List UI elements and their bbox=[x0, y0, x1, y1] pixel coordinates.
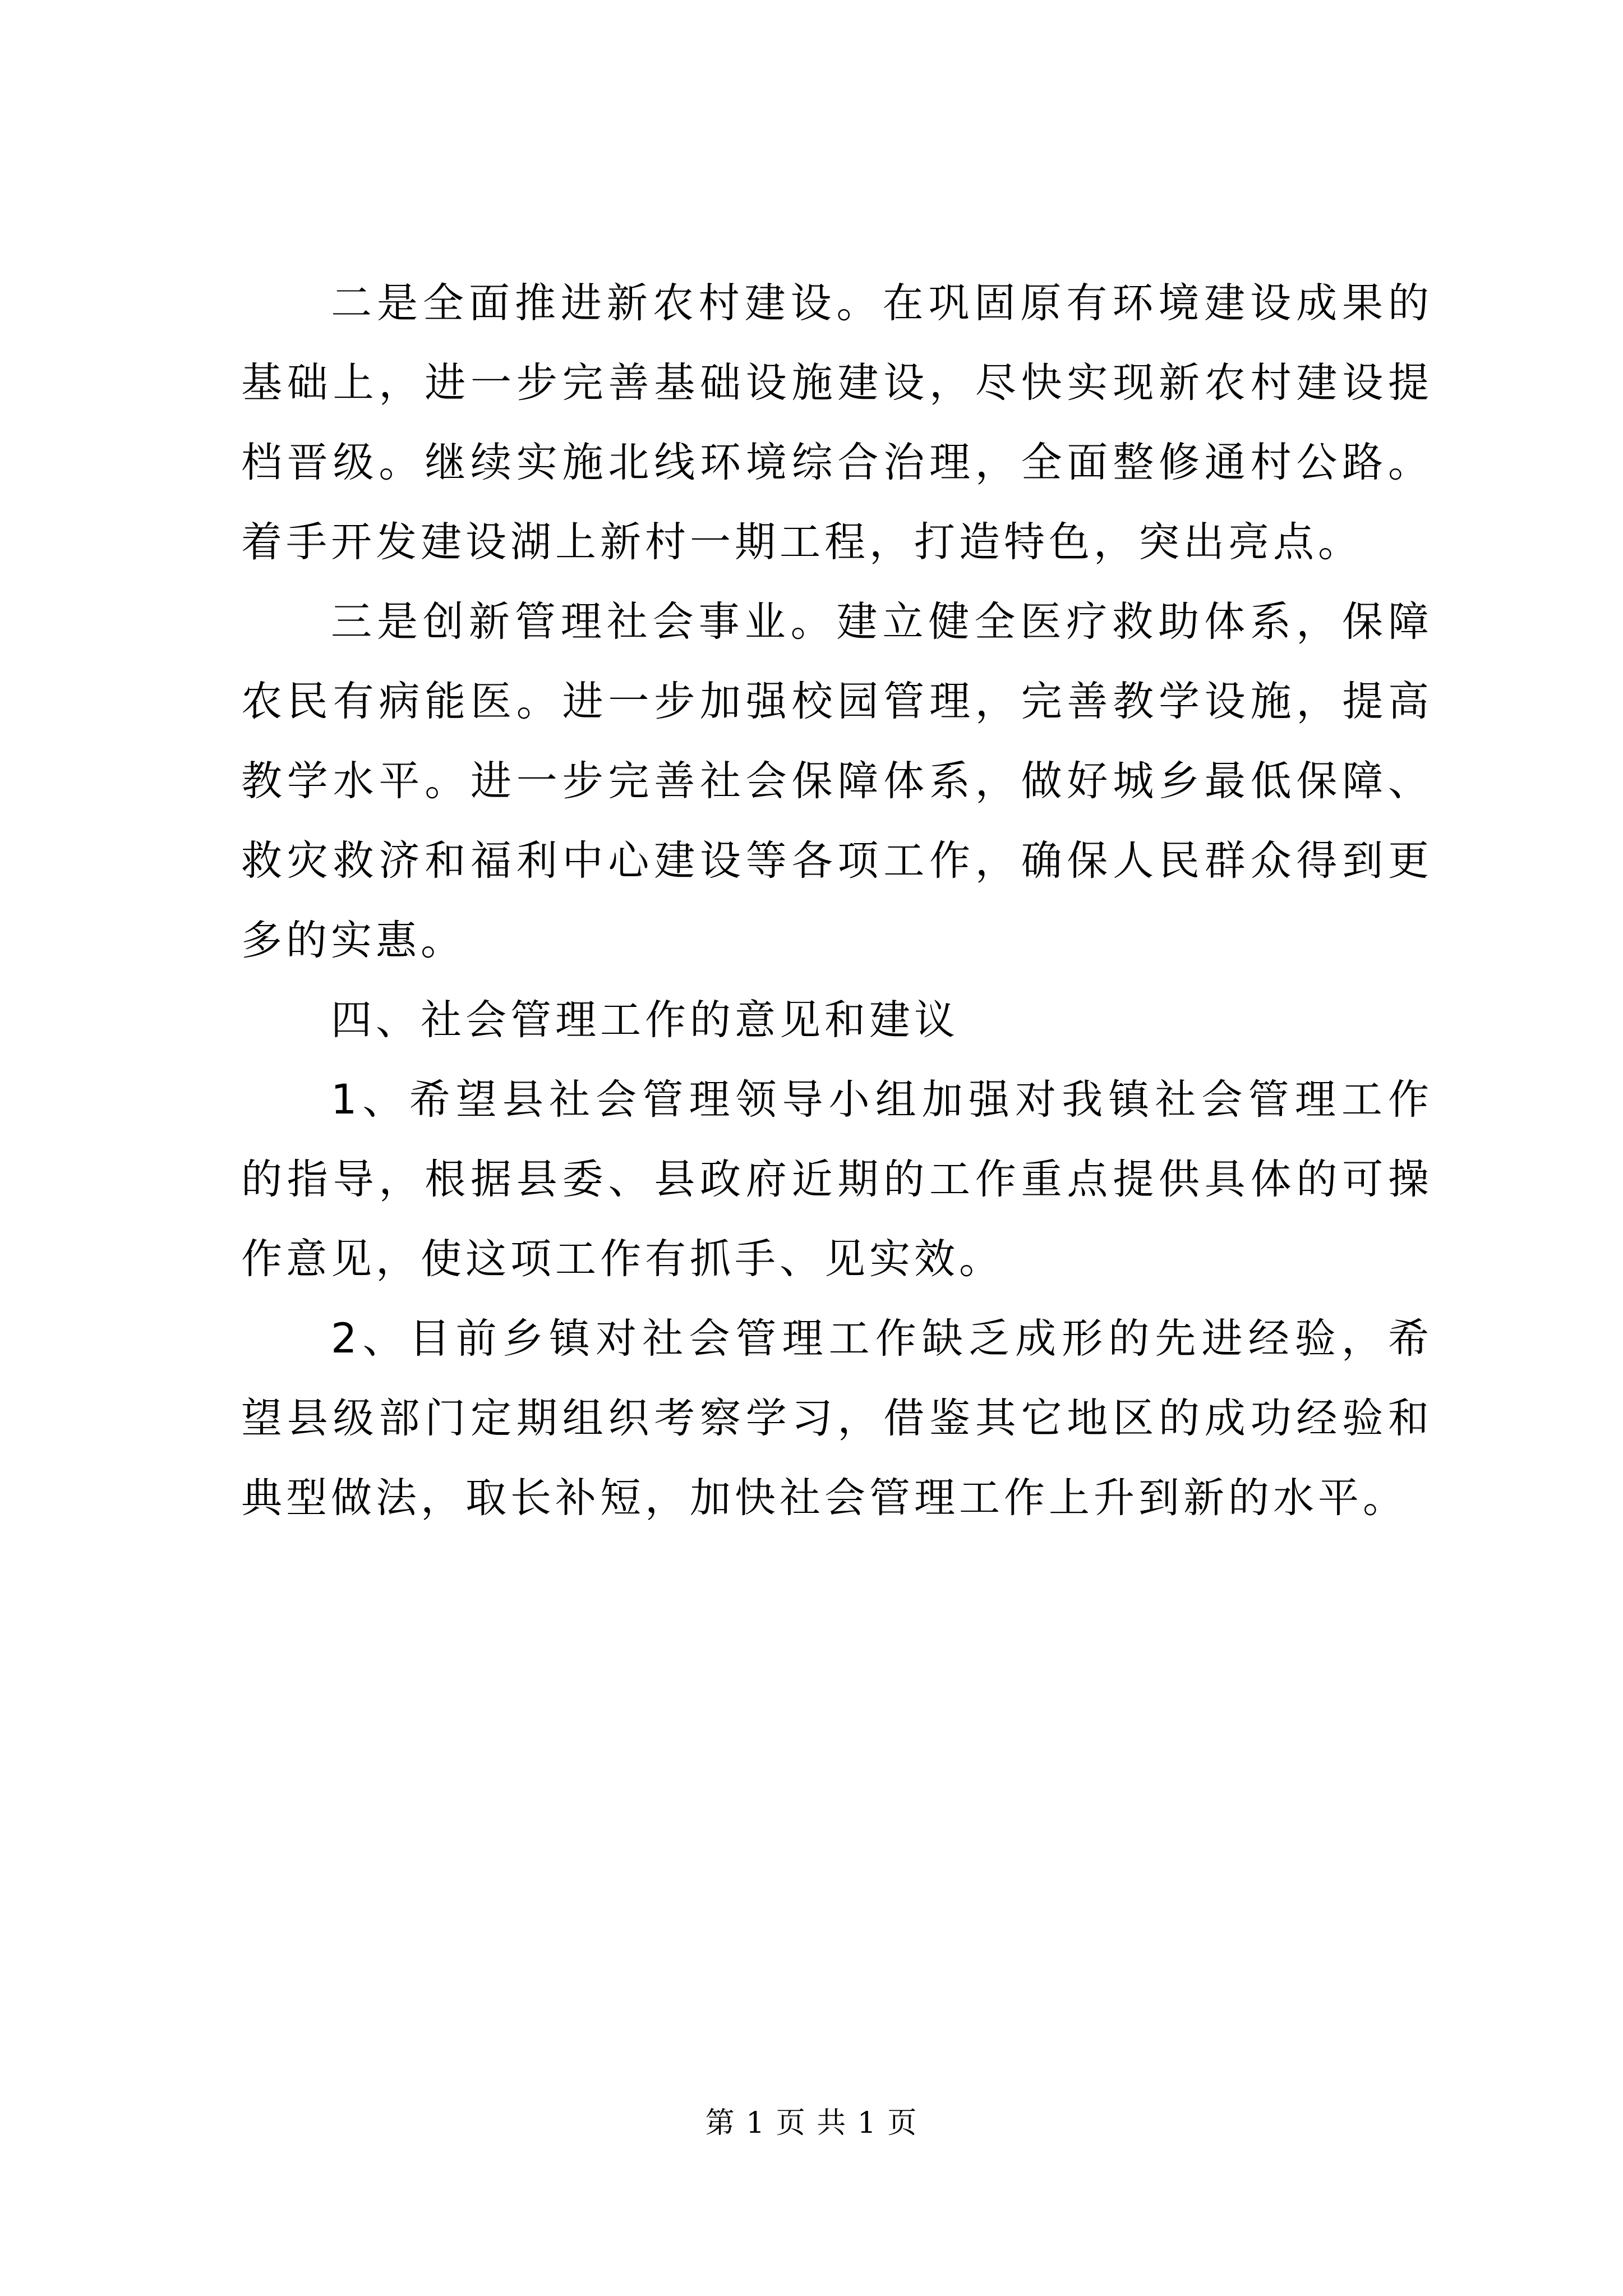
paragraph-social-affairs: 三是创新管理社会事业。建立健全医疗救助体系，保障农民有病能医。进一步加强校园管理，完善教学设施，提高教学水平。进一步完善社会保障体系，做好城乡最低保障、救灾救济和福利中心建设等各项工作，确保人民群众得到更多的实惠。 bbox=[241, 598, 1433, 964]
suggestion-item-2: 2、目前乡镇对社会管理工作缺乏成形的先进经验，希望县级部门定期组织考察学习，借鉴其它地区的成功经验和典型做法，取长补短，加快社会管理工作上升到新的水平。 bbox=[241, 1315, 1433, 1522]
document-body bbox=[241, 264, 1433, 1538]
suggestion-item-1: 1、希望县社会管理领导小组加强对我镇社会管理工作的指导，根据县委、县政府近期的工作重点提供具体的可操作意见，使这项工作有抓手、见实效。 bbox=[241, 1076, 1433, 1283]
page-number-footer: 第 1 页 共 1 页 bbox=[705, 2106, 918, 2140]
section-heading-suggestions: 四、社会管理工作的意见和建议 bbox=[331, 996, 959, 1044]
paragraph-rural-construction: 二是全面推进新农村建设。在巩固原有环境建设成果的基础上，进一步完善基础设施建设，尽快实现新农村建设提档晋级。继续实施北线环境综合治理，全面整修通村公路。着手开发建设湖上新村一期工程，打造特色，突出亮点。 bbox=[241, 279, 1433, 566]
